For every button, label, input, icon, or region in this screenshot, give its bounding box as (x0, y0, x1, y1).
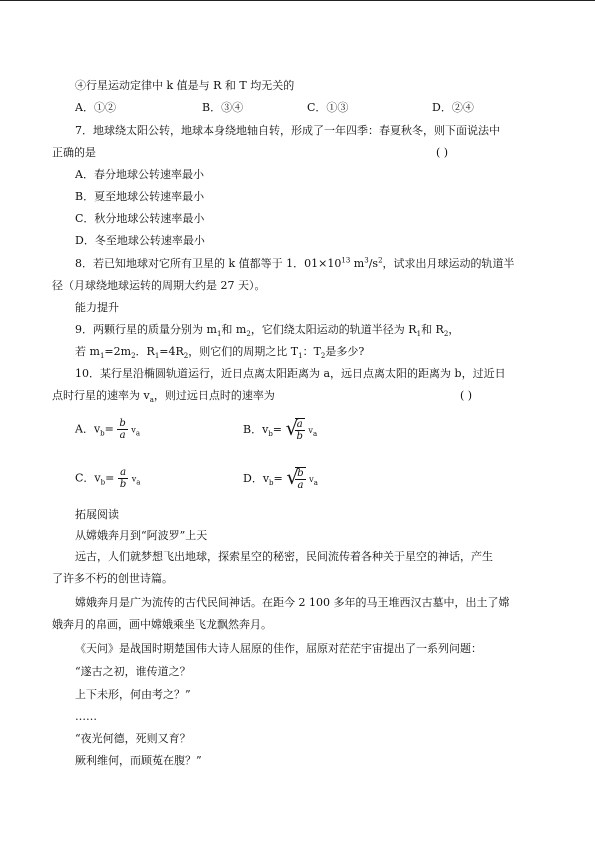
q9-s1: 1 (216, 330, 222, 339)
q10-d-sqrt (286, 467, 305, 491)
q9-s3: 1 (416, 330, 422, 339)
q10-a-den: a (119, 430, 126, 441)
verse-ellipsis: …… (75, 710, 97, 723)
q10-d-label: D．v (243, 472, 270, 485)
q9-t6: 若 m (75, 345, 100, 358)
q10-a-label: A．v (75, 422, 101, 436)
reading-p3: 《天问》是战国时期楚国伟大诗人屈原的佳作，屈原对茫茫宇宙提出了一系列问题： (75, 642, 482, 655)
q10-d-den: a (297, 480, 304, 491)
q10-c-sub: b (100, 478, 106, 487)
q10-a-tsub: a (135, 429, 140, 438)
q10-option-a (75, 418, 140, 441)
q6-option-d: D．②④ (432, 101, 474, 114)
q10-b-den: b (296, 431, 303, 442)
q9-t5: ， (448, 323, 460, 336)
q9-t4: 和 R (421, 323, 444, 336)
q8-text-b: ，试求出月球运动的轨道半 (382, 257, 515, 270)
verse-line-1: “遂古之初，谁传道之？ (75, 665, 191, 678)
q7-option-d: D．冬至地球公转速率最小 (75, 234, 205, 247)
q9-s6: 2 (131, 352, 136, 361)
q9-t3: ，它们绕太阳运动的轨道半径为 R (250, 323, 417, 336)
q7-answer-bracket: ( ) (436, 146, 449, 159)
q9-s4: 2 (443, 330, 449, 339)
q10-d-sub: b (269, 479, 274, 488)
q10-answer-bracket: ( ) (460, 389, 473, 402)
q10-c-eq: = (105, 471, 115, 485)
q8-exp-13: 13 (341, 256, 351, 265)
q9-s8: 2 (183, 352, 189, 361)
q7-line-2: 正确的是 (52, 146, 96, 159)
q9-t11: ：T (302, 345, 321, 358)
q10-option-d (243, 467, 318, 491)
q10-b-tail: v (308, 426, 313, 435)
q9-s7: 1 (154, 352, 160, 361)
sqrt-radical-icon: √ (285, 416, 299, 440)
q9-t7: =2m (104, 345, 132, 358)
q10-d-tsub: a (313, 479, 318, 488)
reading-title: 从嫦娥奔月到“阿波罗”上天 (75, 529, 208, 542)
q9-t9: =4R (159, 345, 184, 358)
q9-s2: 2 (246, 330, 251, 339)
q10-a-num: b (119, 418, 126, 429)
q7-option-a: A．春分地球公转速率最小 (75, 168, 204, 181)
q10-option-c (75, 467, 140, 490)
q6-statement-4: ④行星运动定律中 k 值是与 R 和 T 均无关的 (75, 79, 295, 92)
reading-p2-line-2: 娥奔月的帛画，画中嫦娥乘坐飞龙飘然奔月。 (52, 618, 272, 631)
q10-a-tail: v (131, 425, 136, 435)
q10-t2: ，则过远日点时的速率为 (153, 389, 275, 402)
q10-c-tsub: a (136, 478, 141, 487)
q10-option-b (243, 418, 317, 442)
q10-a-fraction (117, 418, 127, 441)
q8-unit-s: /s (368, 257, 379, 270)
q8-unit-m: m (350, 257, 365, 270)
q7-line-1: 7．地球绕太阳公转，地球本身绕地轴自转，形成了一年四季：春夏秋冬，则下面说法中 (75, 124, 500, 137)
q10-d-eq: = (273, 472, 283, 485)
q9-line-2 (75, 345, 364, 359)
q10-b-sqrt (286, 418, 305, 442)
verse-line-4: 厥利维何，而顾菟在腹？” (75, 754, 202, 767)
q10-b-eq: = (272, 423, 283, 436)
reading-p2-line-1: 嫦娥奔月是广为流传的古代民间神话。在距今 2 100 多年的马王堆西汉古墓中，出土了嫦 (75, 596, 510, 609)
q10-d-num: b (297, 468, 304, 479)
q7-option-b: B．夏至地球公转速率最小 (75, 190, 205, 203)
verse-line-3: “夜光何德，死则又育？ (75, 732, 191, 745)
sqrt-radical-icon: √ (286, 465, 299, 489)
q10-b-sub: b (268, 430, 273, 439)
q9-t10: ，则它们的周期之比 T (188, 345, 299, 358)
q8-line-1 (75, 257, 515, 271)
q9-t8: ．R (135, 345, 155, 358)
q10-c-label: C．v (75, 471, 101, 485)
q10-c-fraction (118, 467, 128, 490)
q10-c-num: a (118, 467, 128, 479)
q10-line-2 (52, 389, 275, 403)
q10-b-num: a (295, 419, 305, 431)
reading-p1-line-2: 了许多不朽的创世诗篇。 (52, 572, 173, 585)
q10-s1: a (149, 396, 154, 405)
q9-line-1 (75, 323, 459, 337)
q7-option-c: C．秋分地球公转速率最小 (75, 212, 205, 225)
q9-t2: 和 m (221, 323, 247, 336)
ability-heading: 能力提升 (75, 301, 119, 314)
q10-b-label: B．v (243, 423, 269, 436)
q6-option-b: B．③④ (202, 101, 244, 114)
q6-option-c: C．①③ (307, 101, 349, 114)
q10-b-tsub: a (312, 430, 318, 439)
q10-line-1: 10．某行星沿椭圆轨道运行，近日点离太阳距离为 a，远日点离太阳的距离为 b，过近日 (75, 367, 506, 380)
q10-a-eq: = (104, 422, 114, 436)
q8-exp-2: 2 (378, 256, 383, 265)
q8-exp-3: 3 (364, 256, 369, 265)
q9-s5: 1 (99, 352, 105, 361)
q10-d-tail: v (309, 475, 314, 484)
q9-t12: 是多少? (325, 345, 365, 358)
q9-s9: 1 (298, 352, 303, 361)
q10-c-tail: v (131, 474, 137, 484)
q8-line-2: 径（月球绕地球运转的周期大约是 27 天）。 (52, 279, 266, 292)
q8-text-a: 8．若已知地球对它所有卫星的 k 值都等于 1．01×10 (75, 257, 342, 270)
reading-p1-line-1: 远古，人们就梦想飞出地球，探索星空的秘密，民间流传着各种关于星空的神话，产生 (75, 550, 493, 563)
verse-line-2: 上下未形，何由考之？” (75, 688, 191, 701)
q10-a-sub: b (100, 429, 105, 438)
q9-t1: 9．两颗行星的质量分别为 m (75, 323, 217, 336)
q6-option-a: A．①② (75, 101, 116, 114)
q10-c-den: b (119, 479, 127, 490)
q9-s10: 2 (320, 352, 326, 361)
reading-heading: 拓展阅读 (75, 508, 119, 521)
q10-t1: 点时行星的速率为 v (52, 389, 150, 402)
